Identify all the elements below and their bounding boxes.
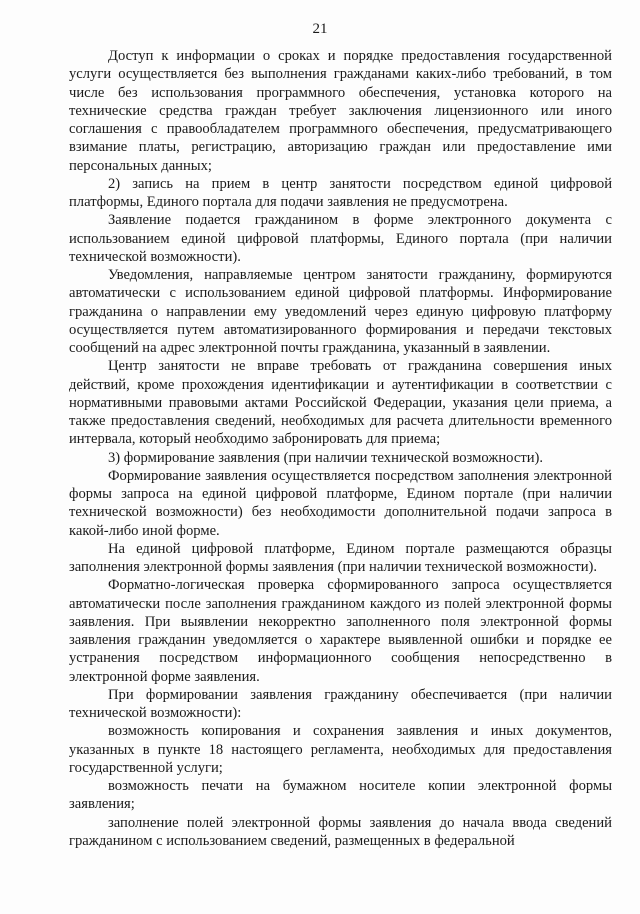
paragraph-item-2-appointment: 2) запись на прием в центр занятости посредством единой цифровой платформы, Единого портала для подачи заявления не предусмотрена. xyxy=(69,175,612,210)
paragraph-access-info: Доступ к информации о сроках и порядке предоставления государственной услуги осуществляется без выполнения гражданами каких-либо требований, в том числе без использования программного обеспечения, установка которого на технические средства граждан требует заключения лицензионного или иного соглашения с правообладателем программного обеспечения, предусматривающего взимание платы, регистрацию, авторизацию граждан или предоставление ими персональных данных; xyxy=(69,48,612,174)
paragraph-print-copy: возможность печати на бумажном носителе копии электронной формы заявления; xyxy=(69,778,612,813)
paragraph-format-check: Форматно-логическая проверка сформированного запроса осуществляется автоматически после заполнения гражданином каждого из полей электронной формы заявления. При выявлении некорректно заполненного поля электронной формы заявления гражданин уведомляется о характере выявленной ошибки и порядке ее устранения посредством информационного сообщения непосредственно в электронной форме заявления. xyxy=(69,577,612,685)
paragraph-form-samples: На единой цифровой платформе, Едином портале размещаются образцы заполнения электронной формы заявления (при наличии технической возможности). xyxy=(69,540,612,575)
body-text xyxy=(69,47,612,850)
paragraph-employment-center-restrictions: Центр занятости не вправе требовать от гражданина совершения иных действий, кроме прохождения идентификации и аутентификации в соответствии с нормативными правовыми актами Российской Федерации, указания цели приема, а также предоставления сведений, необходимых для расчета длительности временного интервала, который необходимо забронировать для приема; xyxy=(69,358,612,448)
paragraph-item-3-form-creation: 3) формирование заявления (при наличии технической возможности). xyxy=(108,449,544,466)
page-number: 21 xyxy=(312,21,328,37)
paragraph-copy-save: возможность копирования и сохранения заявления и иных документов, указанных в пункте 18 настоящего регламента, необходимых для предоставления государственной услуги; xyxy=(69,723,612,776)
paragraph-notifications: Уведомления, направляемые центром занятости гражданину, формируются автоматически с использованием единой цифровой платформы. Информирование гражданина о направлении ему уведомлений через единую цифровую платформу осуществляется путем автоматизированного формирования и передачи текстовых сообщений на адрес электронной почты гражданина, указанный в заявлении. xyxy=(69,267,612,356)
paragraph-form-filling: Формирование заявления осуществляется посредством заполнения электронной формы запроса на единой цифровой платформе, Едином портале (при наличии технической возможности) без необходимости дополнительной подачи запроса в какой-либо иной форме. xyxy=(69,467,612,539)
paragraph-application-submission: Заявление подается гражданином в форме электронного документа с использованием единой цифровой платформы, Единого портала (при наличии технической возможности). xyxy=(69,212,612,265)
paragraph-provisions-intro: При формировании заявления гражданину обеспечивается (при наличии технической возможности): xyxy=(69,686,612,721)
paragraph-prefill-fields: заполнение полей электронной формы заявления до начала ввода сведений гражданином с использованием сведений, размещенных в федеральной xyxy=(69,814,612,849)
